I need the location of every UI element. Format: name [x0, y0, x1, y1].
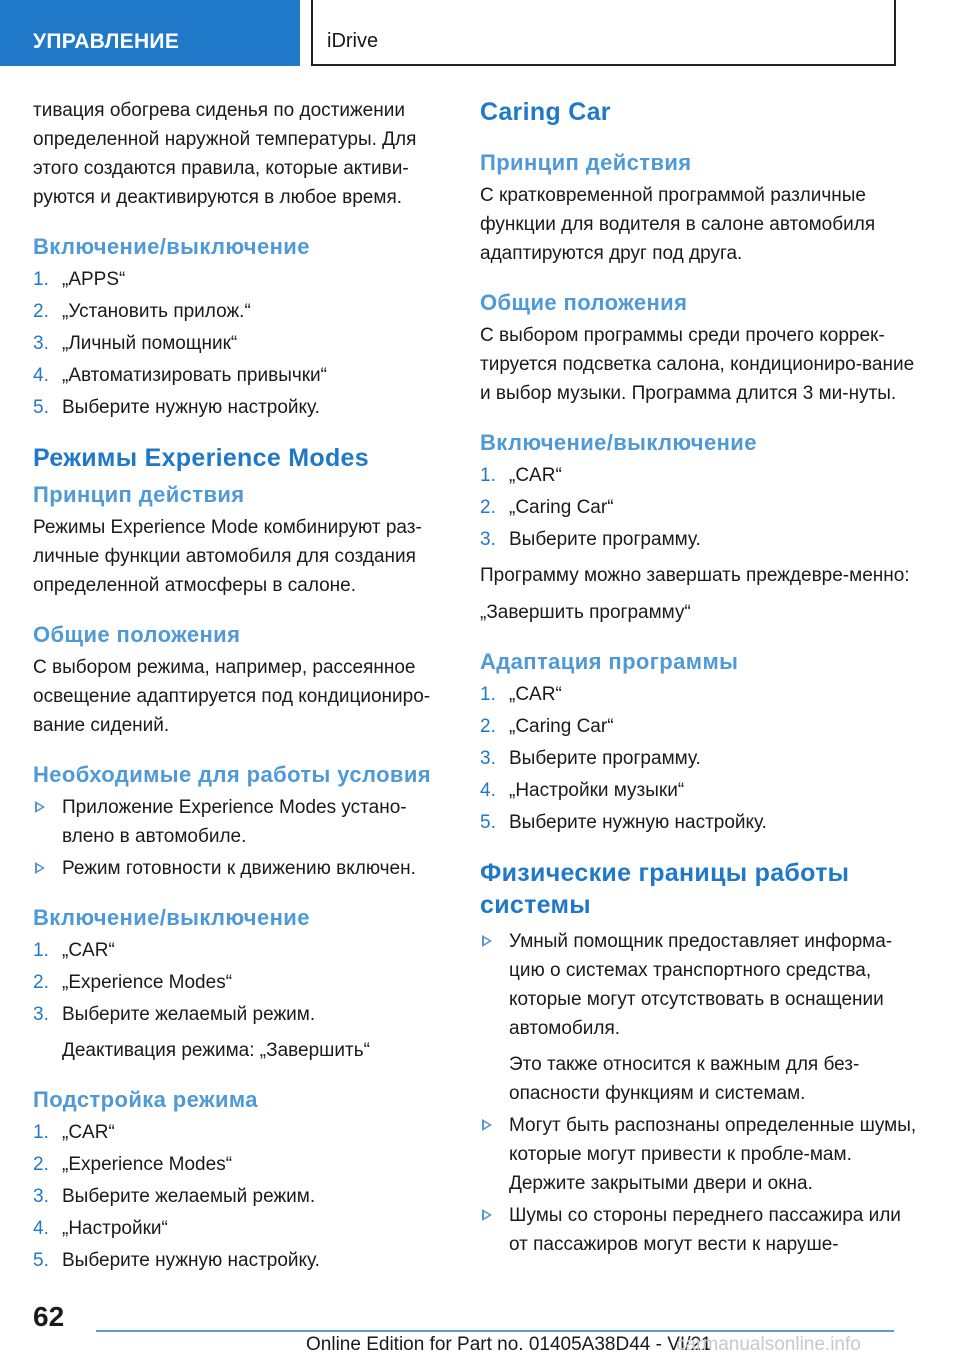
body-paragraph: „Завершить программу“ — [480, 602, 691, 623]
section-heading: Включение/выключение — [33, 905, 310, 930]
intro-paragraph: тивация обогрева сиденья по достижении определенной наружной температуры. Для этого создаются правила, которые активи-руются и деактивируются в любое время. — [33, 100, 417, 208]
list-item: 5. Выберите нужную настройку. — [480, 812, 767, 833]
numbered-list — [480, 680, 920, 837]
list-item: Могут быть распознаны определенные шумы, которые могут привести к пробле-мам. Держите закрытыми двери и окна. — [480, 1111, 920, 1198]
bullet-list — [480, 927, 920, 1259]
header-chapter-tab — [311, 0, 896, 66]
list-item: 2. „Caring Car“ — [480, 497, 614, 518]
section-heading: Необходимые для работы условия — [33, 762, 431, 787]
triangle-bullet-icon — [482, 935, 492, 947]
numbered-list — [480, 461, 920, 554]
list-item: 5. Выберите нужную настройку. — [33, 1250, 320, 1271]
section-heading: Принцип действия — [480, 150, 692, 175]
body-paragraph: Программу можно завершать преждевре-менно: — [480, 565, 910, 586]
list-item: 3. „Личный помощник“ — [33, 333, 238, 354]
left-column — [33, 96, 448, 1275]
section-heading: Включение/выключение — [33, 234, 310, 259]
list-item: 2. „Experience Modes“ — [33, 972, 233, 993]
page-number: 62 — [33, 1301, 65, 1332]
list-item: 1. „APPS“ — [33, 269, 126, 290]
header-section-tab — [0, 0, 300, 66]
bullet-list — [33, 793, 448, 883]
section-heading: Адаптация программы — [480, 649, 739, 674]
footer-edition: Online Edition for Part no. 01405A38D44 - VI/21 — [306, 1334, 712, 1355]
list-item: 2. „Установить прилож.“ — [33, 301, 251, 322]
section-heading: Включение/выключение — [480, 430, 757, 455]
list-item: Режим готовности к движению включен. — [33, 854, 448, 883]
section-heading: Подстройка режима — [33, 1087, 258, 1112]
section-heading: Общие положения — [480, 290, 688, 315]
list-item: 5. Выберите нужную настройку. — [33, 397, 320, 418]
list-item: 2. „Caring Car“ — [480, 716, 614, 737]
chapter-heading: Физические границы работы системы — [480, 859, 850, 919]
list-item: 3. Выберите желаемый режим. — [33, 1004, 316, 1025]
list-item: Приложение Experience Modes устано-влено в автомобиле. — [33, 793, 448, 851]
list-item: Шумы со стороны переднего пассажира или от пассажиров могут вести к наруше- — [480, 1201, 920, 1259]
list-item: 4. „Настройки музыки“ — [480, 780, 685, 801]
note-paragraph: Деактивация режима: „Завершить“ — [62, 1040, 370, 1061]
right-column — [480, 96, 920, 1259]
header-chapter-label: iDrive — [327, 30, 379, 52]
triangle-bullet-icon — [482, 1209, 492, 1221]
list-item: 4. „Автоматизировать привычки“ — [33, 365, 327, 386]
header-section-label: УПРАВЛЕНИЕ — [33, 30, 180, 53]
list-item: 4. „Настройки“ — [33, 1218, 168, 1239]
section-heading: Общие положения — [33, 622, 241, 647]
footer-watermark: carmanualsonline.info — [676, 1334, 861, 1355]
list-item: 1. „CAR“ — [33, 940, 115, 961]
section-heading: Принцип действия — [33, 482, 245, 507]
numbered-list — [33, 936, 448, 1029]
body-paragraph: С выбором режима, например, рассеянное освещение адаптируется под кондициониро-вание сидений. — [33, 657, 431, 736]
body-paragraph: Режимы Experience Mode комбинируют раз-личные функции автомобиля для создания определенной атмосферы в салоне. — [33, 517, 422, 596]
list-item: 1. „CAR“ — [33, 1122, 115, 1143]
list-item: 3. Выберите программу. — [480, 748, 701, 769]
list-item: 3. Выберите программу. — [480, 529, 701, 550]
triangle-bullet-icon — [35, 862, 45, 874]
body-paragraph: С выбором программы среди прочего коррек-тируется подсветка салона, кондициониро-вание и выбор музыки. Программа длится 3 ми-нуты. — [480, 325, 915, 404]
list-item: 3. Выберите желаемый режим. — [33, 1186, 316, 1207]
chapter-heading: Caring Car — [480, 98, 611, 126]
triangle-bullet-icon — [482, 1119, 492, 1131]
footer-divider — [96, 1330, 894, 1332]
numbered-list — [33, 1118, 448, 1275]
list-item: 2. „Experience Modes“ — [33, 1154, 233, 1175]
body-paragraph: С кратковременной программой различные функции для водителя в салоне автомобиля адаптируются друг под друга. — [480, 185, 876, 264]
triangle-bullet-icon — [35, 801, 45, 813]
chapter-heading: Режимы Experience Modes — [33, 444, 369, 472]
list-item: 1. „CAR“ — [480, 465, 562, 486]
list-item: 1. „CAR“ — [480, 684, 562, 705]
numbered-list — [33, 265, 448, 422]
list-item: Умный помощник предоставляет информа-цию о системах транспортного средства, которые могут отсутствовать в оснащении автомобиля. Это также относится к важным для без-опасности функциям и системам. — [480, 927, 920, 1108]
